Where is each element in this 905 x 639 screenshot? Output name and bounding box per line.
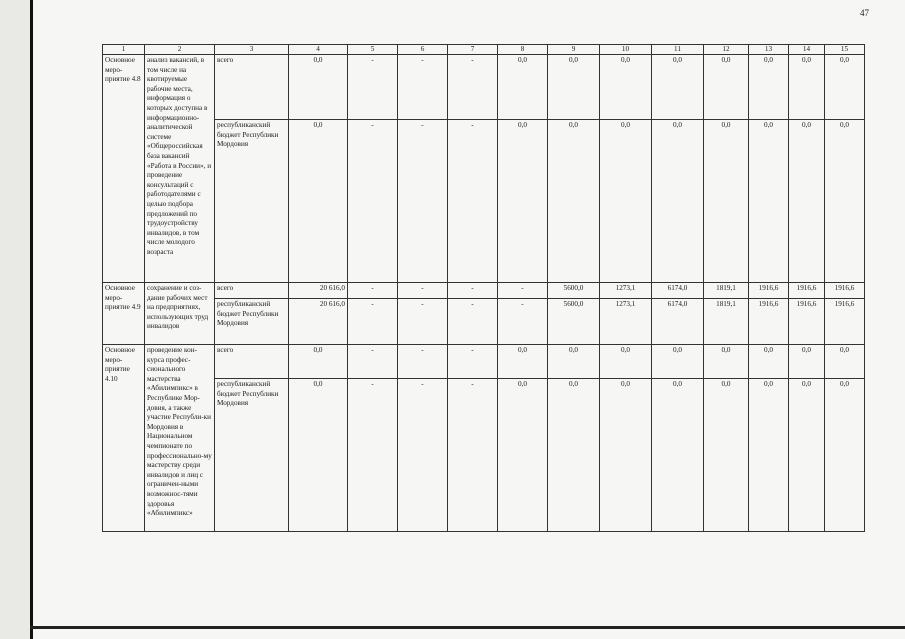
value-cell: 0,0 [600, 55, 652, 120]
funding-source: республиканский бюджет Республики Мордовия [215, 299, 289, 345]
table-row [103, 55, 865, 120]
value-cell: - [398, 299, 448, 345]
header-cell: 12 [704, 45, 749, 55]
table-row [103, 283, 865, 299]
value-cell: - [348, 379, 398, 532]
header-cell: 15 [825, 45, 865, 55]
header-cell: 9 [548, 45, 600, 55]
value-cell: 0,0 [704, 55, 749, 120]
header-cell: 14 [789, 45, 825, 55]
header-cell: 1 [103, 45, 145, 55]
value-cell: - [448, 283, 498, 299]
value-cell: 0,0 [548, 345, 600, 379]
value-cell: 0,0 [652, 55, 704, 120]
value-cell: 0,0 [704, 345, 749, 379]
value-cell: 20 616,0 [289, 283, 348, 299]
value-cell: - [398, 345, 448, 379]
value-cell: 0,0 [289, 120, 348, 283]
value-cell: - [398, 120, 448, 283]
value-cell: 0,0 [789, 120, 825, 283]
value-cell: - [448, 345, 498, 379]
value-cell: 0,0 [548, 120, 600, 283]
value-cell: - [398, 283, 448, 299]
header-cell: 6 [398, 45, 448, 55]
funding-table [102, 44, 865, 532]
value-cell: - [348, 299, 398, 345]
funding-source: республиканский бюджет Республики Мордовия [215, 379, 289, 532]
value-cell: 0,0 [289, 345, 348, 379]
value-cell: 1916,6 [749, 283, 789, 299]
value-cell: 0,0 [498, 379, 548, 532]
table-row [103, 379, 865, 532]
table-row [103, 345, 865, 379]
header-cell: 13 [749, 45, 789, 55]
value-cell: - [448, 120, 498, 283]
value-cell: 0,0 [498, 345, 548, 379]
value-cell: 0,0 [652, 120, 704, 283]
value-cell: 0,0 [600, 120, 652, 283]
funding-source: всего [215, 345, 289, 379]
value-cell: 0,0 [652, 345, 704, 379]
activity-description: проведение кон-курса профес-сионального мастерства «Абилимпикс» в Республике Мор-довия, а также участие Республи-ки Мордовия в Национальном чемпионате по профессионально-му мастерству среди инвалидов и лиц с ограничен-ными возможнос-тями здоровья «Абилимпикс» [145, 345, 215, 532]
value-cell: 0,0 [749, 345, 789, 379]
value-cell: - [348, 345, 398, 379]
value-cell: 0,0 [548, 55, 600, 120]
funding-source: республиканский бюджет Республики Мордовия [215, 120, 289, 283]
value-cell: 1916,6 [789, 283, 825, 299]
activity-description: анализ вакансий, в том числе на квотируемые рабочие места, информация о которых доступна в информационно-аналитической системе «Общероссийская база вакансий «Работа в России», и проведение консультаций с работодателями с целью подбора предложений по трудоустройству инвалидов, в том числе молодого возраста [145, 55, 215, 283]
value-cell: 5600,0 [548, 283, 600, 299]
value-cell: 0,0 [704, 379, 749, 532]
header-cell: 3 [215, 45, 289, 55]
scan-bottom-border [30, 626, 905, 629]
value-cell: - [498, 299, 548, 345]
value-cell: 0,0 [600, 379, 652, 532]
value-cell: 0,0 [704, 120, 749, 283]
value-cell: 0,0 [825, 120, 865, 283]
value-cell: 6174,0 [652, 299, 704, 345]
value-cell: 0,0 [548, 379, 600, 532]
header-cell: 10 [600, 45, 652, 55]
value-cell: 0,0 [825, 379, 865, 532]
value-cell: 20 616,0 [289, 299, 348, 345]
value-cell: - [498, 283, 548, 299]
table-row [103, 120, 865, 283]
value-cell: 5600,0 [548, 299, 600, 345]
value-cell: 6174,0 [652, 283, 704, 299]
value-cell: - [398, 379, 448, 532]
funding-source: всего [215, 283, 289, 299]
value-cell: 0,0 [289, 379, 348, 532]
value-cell: - [448, 299, 498, 345]
value-cell: 1916,6 [825, 299, 865, 345]
value-cell: - [348, 283, 398, 299]
value-cell: - [398, 55, 448, 120]
funding-source: всего [215, 55, 289, 120]
value-cell: 0,0 [498, 120, 548, 283]
value-cell: - [448, 379, 498, 532]
value-cell: 0,0 [600, 345, 652, 379]
value-cell: 0,0 [652, 379, 704, 532]
value-cell: - [348, 120, 398, 283]
header-cell: 7 [448, 45, 498, 55]
header-cell: 8 [498, 45, 548, 55]
value-cell: 0,0 [749, 120, 789, 283]
activity-code: Основное меро-приятие 4.9 [103, 283, 145, 345]
value-cell: - [448, 55, 498, 120]
header-row [103, 45, 865, 55]
value-cell: 1273,1 [600, 283, 652, 299]
value-cell: 0,0 [825, 55, 865, 120]
value-cell: 0,0 [789, 55, 825, 120]
activity-description: сохранение и соз-дание рабочих мест на предприятиях, использующих труд инвалидов [145, 283, 215, 345]
value-cell: 0,0 [498, 55, 548, 120]
value-cell: 1916,6 [749, 299, 789, 345]
scan-left-border [30, 0, 33, 639]
value-cell: 0,0 [789, 379, 825, 532]
value-cell: 0,0 [789, 345, 825, 379]
value-cell: - [348, 55, 398, 120]
header-cell: 11 [652, 45, 704, 55]
value-cell: 1273,1 [600, 299, 652, 345]
activity-code: Основное меро-приятие 4.8 [103, 55, 145, 283]
header-cell: 4 [289, 45, 348, 55]
table-row [103, 299, 865, 345]
value-cell: 1916,6 [789, 299, 825, 345]
value-cell: 0,0 [749, 55, 789, 120]
value-cell: 1819,1 [704, 283, 749, 299]
value-cell: 1916,6 [825, 283, 865, 299]
header-cell: 2 [145, 45, 215, 55]
header-cell: 5 [348, 45, 398, 55]
value-cell: 0,0 [825, 345, 865, 379]
scan-margin [0, 0, 30, 639]
value-cell: 0,0 [289, 55, 348, 120]
value-cell: 0,0 [749, 379, 789, 532]
value-cell: 1819,1 [704, 299, 749, 345]
page-number: 47 [860, 8, 869, 18]
activity-code: Основное меро-приятие 4.10 [103, 345, 145, 532]
